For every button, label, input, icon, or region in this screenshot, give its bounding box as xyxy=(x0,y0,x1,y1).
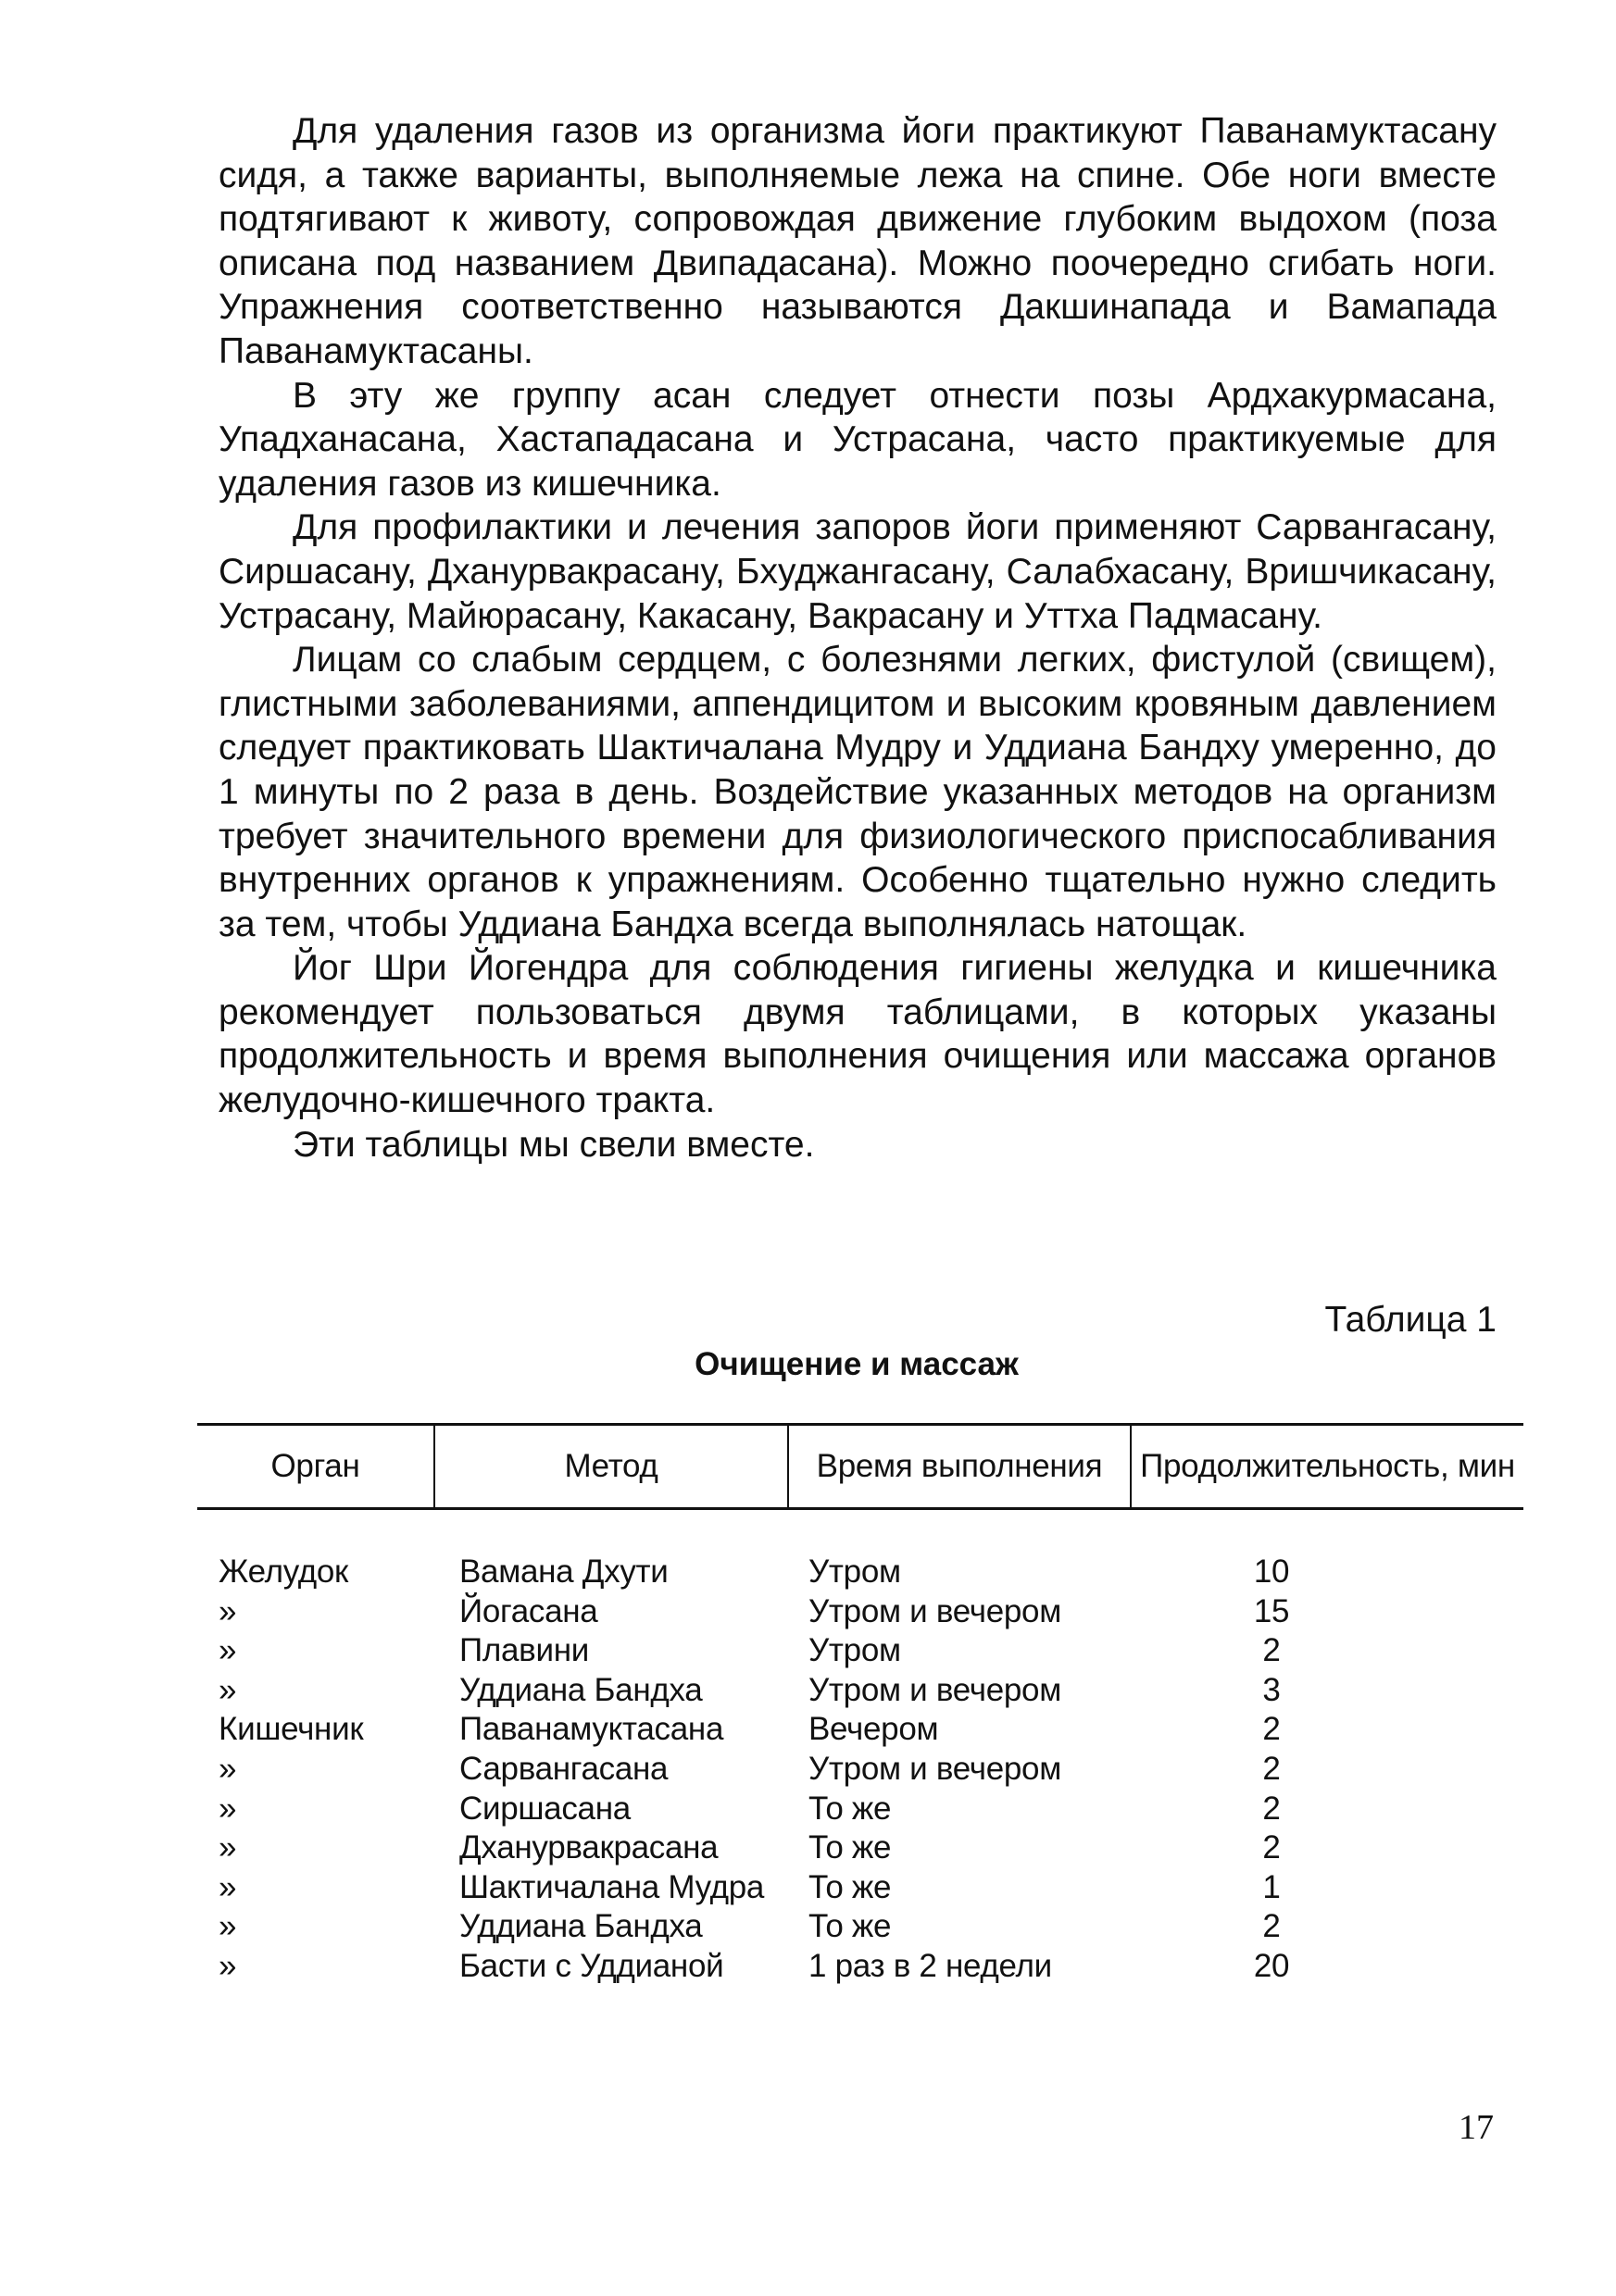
table-title: Очищение и массаж xyxy=(695,1346,1019,1382)
paragraph: Лицам со слабым сердцем, с болезнями легких, фистулой (свищем), глистными заболеваниями, аппендицитом и высоким кровяным давлением следует практиковать Шактичалана Мудру и Уддиана Бандху умеренно, до 1 минуты по 2 раза в день. Воздействие указанных методов на организм требует значительного времени для физиологического приспосабливания внутренних органов к упражнениям. Особенно тщательно нужно следить за тем, чтобы Уддиана Бандха всегда выполнялась натощак. xyxy=(219,640,1497,944)
cell-duration: 3 xyxy=(1262,1671,1281,1708)
cell-organ: » xyxy=(219,1750,237,1787)
cell-time: Утром и вечером xyxy=(808,1671,1061,1708)
header-organ: Орган xyxy=(197,1425,434,1509)
cell-time: Утром и вечером xyxy=(808,1750,1061,1787)
table-row xyxy=(197,1790,1523,1829)
table-row xyxy=(197,1868,1523,1908)
cell-duration: 2 xyxy=(1262,1750,1281,1787)
cell-time: Утром xyxy=(808,1554,901,1590)
cell-time: То же xyxy=(808,1829,892,1866)
cell-duration: 15 xyxy=(1253,1592,1290,1629)
cell-method: Дханурвакрасана xyxy=(459,1829,719,1866)
page-number: 17 xyxy=(1459,2108,1494,2147)
cell-duration: 2 xyxy=(1262,1711,1281,1748)
cell-method: Плавини xyxy=(459,1632,589,1669)
table-row xyxy=(197,1750,1523,1790)
cell-time: Утром и вечером xyxy=(808,1592,1061,1629)
paragraph: Эти таблицы мы свели вместе. xyxy=(293,1124,815,1165)
cell-duration: 10 xyxy=(1253,1554,1290,1590)
cell-method: Уддиана Бандха xyxy=(459,1908,703,1945)
cell-organ: » xyxy=(219,1632,237,1669)
header-time: Время выполнения xyxy=(788,1425,1131,1509)
table-row xyxy=(197,1592,1523,1632)
table-row xyxy=(197,1828,1523,1868)
cell-duration: 2 xyxy=(1262,1829,1281,1866)
table-header-row xyxy=(197,1425,1523,1509)
cell-method: Паванамуктасана xyxy=(459,1711,724,1748)
table-row xyxy=(197,1907,1523,1947)
table-row xyxy=(197,1947,1523,1987)
cell-method: Сарвангасана xyxy=(459,1750,669,1787)
cell-time: То же xyxy=(808,1868,892,1905)
cell-organ: » xyxy=(219,1908,237,1945)
cell-method: Сиршасана xyxy=(459,1790,631,1827)
paragraph: Для профилактики и лечения запоров йоги применяют Сарвангасану, Сиршасану, Дханурвакрасану, Бхуджангасану, Салабхасану, Вришчикасану, Устрасану, Майюрасану, Какасану, Вакрасану и Уттха Падмасану. xyxy=(219,507,1497,636)
paragraph: Йог Шри Йогендра для соблюдения гигиены желудка и кишечника рекомендует пользоваться двумя таблицами, в которых указаны продолжительность и время выполнения очищения или массажа органов желудочно-кишечного тракта. xyxy=(219,948,1497,1121)
cell-method: Басти с Уддианой xyxy=(459,1947,724,1984)
body-text xyxy=(219,109,1497,1167)
table-row xyxy=(197,1671,1523,1711)
cell-time: Вечером xyxy=(808,1711,939,1748)
cell-organ: » xyxy=(219,1671,237,1708)
cell-organ: Желудок xyxy=(219,1554,349,1590)
cell-method: Уддиана Бандха xyxy=(459,1671,703,1708)
paragraph: В эту же группу асан следует отнести позы Ардхакурмасана, Упадханасана, Хастападасана и Устрасана, часто практикуемые для удаления газов из кишечника. xyxy=(219,375,1497,504)
cell-organ: » xyxy=(219,1592,237,1629)
cell-organ: » xyxy=(219,1868,237,1905)
cell-method: Шактичалана Мудра xyxy=(459,1868,765,1905)
table-spacer xyxy=(197,1509,1523,1554)
cell-duration: 2 xyxy=(1262,1908,1281,1945)
cell-organ: Кишечник xyxy=(219,1711,364,1748)
cell-duration: 2 xyxy=(1262,1790,1281,1827)
cell-duration: 20 xyxy=(1253,1947,1290,1984)
cell-method: Йогасана xyxy=(459,1592,598,1629)
table-row xyxy=(197,1631,1523,1671)
cell-organ: » xyxy=(219,1829,237,1866)
cell-organ: » xyxy=(219,1947,237,1984)
paragraph: Для удаления газов из организма йоги практикуют Паванамуктасану сидя, а также варианты, выполняемые лежа на спине. Обе ноги вместе подтягивают к животу, сопровождая движение глубоким выдохом (поза описана под названием Двипадасана). Можно поочередно сгибать ноги. Упражнения соответственно называются Дакшинапада и Вамапада Паванамуктасаны. xyxy=(219,111,1497,371)
cell-time: Утром xyxy=(808,1632,901,1669)
table-row xyxy=(197,1553,1523,1592)
header-duration: Продолжительность, мин xyxy=(1131,1425,1523,1509)
header-method: Метод xyxy=(434,1425,788,1509)
cell-time: То же xyxy=(808,1908,892,1945)
cell-method: Вамана Дхути xyxy=(459,1554,669,1590)
table-body xyxy=(197,1509,1523,1987)
cell-time: 1 раз в 2 недели xyxy=(808,1947,1052,1984)
table-caption: Таблица 1 xyxy=(1324,1300,1497,1340)
cleansing-massage-table xyxy=(197,1423,1523,1987)
cell-duration: 1 xyxy=(1262,1868,1281,1905)
cell-organ: » xyxy=(219,1790,237,1827)
table-row xyxy=(197,1710,1523,1750)
cell-duration: 2 xyxy=(1262,1632,1281,1669)
cell-time: То же xyxy=(808,1790,892,1827)
